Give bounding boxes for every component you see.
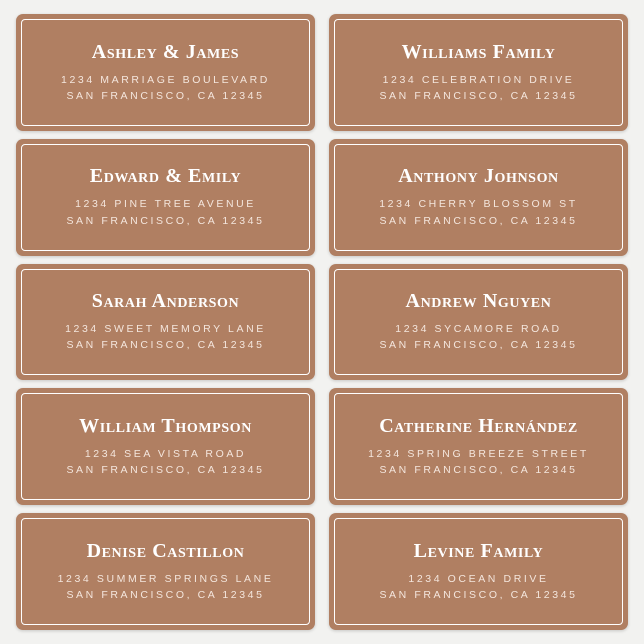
address-line-1: 1234 PINE TREE AVENUE	[75, 198, 256, 211]
address-line-2: SAN FRANCISCO, CA 12345	[379, 464, 578, 477]
address-label[interactable]	[16, 264, 315, 381]
address-line-2: SAN FRANCISCO, CA 12345	[66, 89, 265, 102]
recipient-name: Levine Family	[413, 539, 544, 562]
address-line-2: SAN FRANCISCO, CA 12345	[379, 214, 578, 227]
address-label[interactable]	[329, 139, 628, 256]
address-label[interactable]	[16, 513, 315, 630]
address-line-2: SAN FRANCISCO, CA 12345	[66, 464, 265, 477]
address-line-1: 1234 OCEAN DRIVE	[408, 572, 549, 585]
address-line-2: SAN FRANCISCO, CA 12345	[66, 339, 265, 352]
address-line-1: 1234 SPRING BREEZE STREET	[368, 448, 589, 461]
recipient-name: Denise Castillon	[86, 539, 245, 562]
address-line-1: 1234 SEA VISTA ROAD	[84, 448, 247, 461]
address-line-2: SAN FRANCISCO, CA 12345	[66, 214, 265, 227]
address-line-1: 1234 SWEET MEMORY LANE	[65, 323, 266, 336]
recipient-name: Williams Family	[401, 40, 556, 63]
recipient-name: William Thompson	[79, 415, 252, 438]
address-line-2: SAN FRANCISCO, CA 12345	[379, 589, 578, 602]
address-line-1: 1234 CHERRY BLOSSOM ST	[379, 198, 578, 211]
address-label[interactable]	[329, 14, 628, 131]
address-label[interactable]	[329, 388, 628, 505]
recipient-name: Ashley & James	[91, 40, 240, 63]
recipient-name: Sarah Anderson	[91, 290, 240, 313]
recipient-name: Andrew Nguyen	[405, 290, 552, 313]
address-line-1: 1234 MARRIAGE BOULEVARD	[61, 73, 270, 86]
address-line-2: SAN FRANCISCO, CA 12345	[379, 339, 578, 352]
address-line-1: 1234 SUMMER SPRINGS LANE	[57, 572, 274, 585]
address-line-2: SAN FRANCISCO, CA 12345	[66, 589, 265, 602]
recipient-name: Anthony Johnson	[398, 165, 559, 188]
address-line-2: SAN FRANCISCO, CA 12345	[379, 89, 578, 102]
address-label[interactable]	[329, 264, 628, 381]
recipient-name: Catherine Hernández	[379, 415, 578, 438]
address-line-1: 1234 CELEBRATION DRIVE	[382, 73, 575, 86]
address-line-1: 1234 SYCAMORE ROAD	[395, 323, 562, 336]
address-label[interactable]	[16, 14, 315, 131]
recipient-name: Edward & Emily	[89, 165, 242, 188]
address-label[interactable]	[16, 139, 315, 256]
address-label[interactable]	[329, 513, 628, 630]
address-label[interactable]	[16, 388, 315, 505]
